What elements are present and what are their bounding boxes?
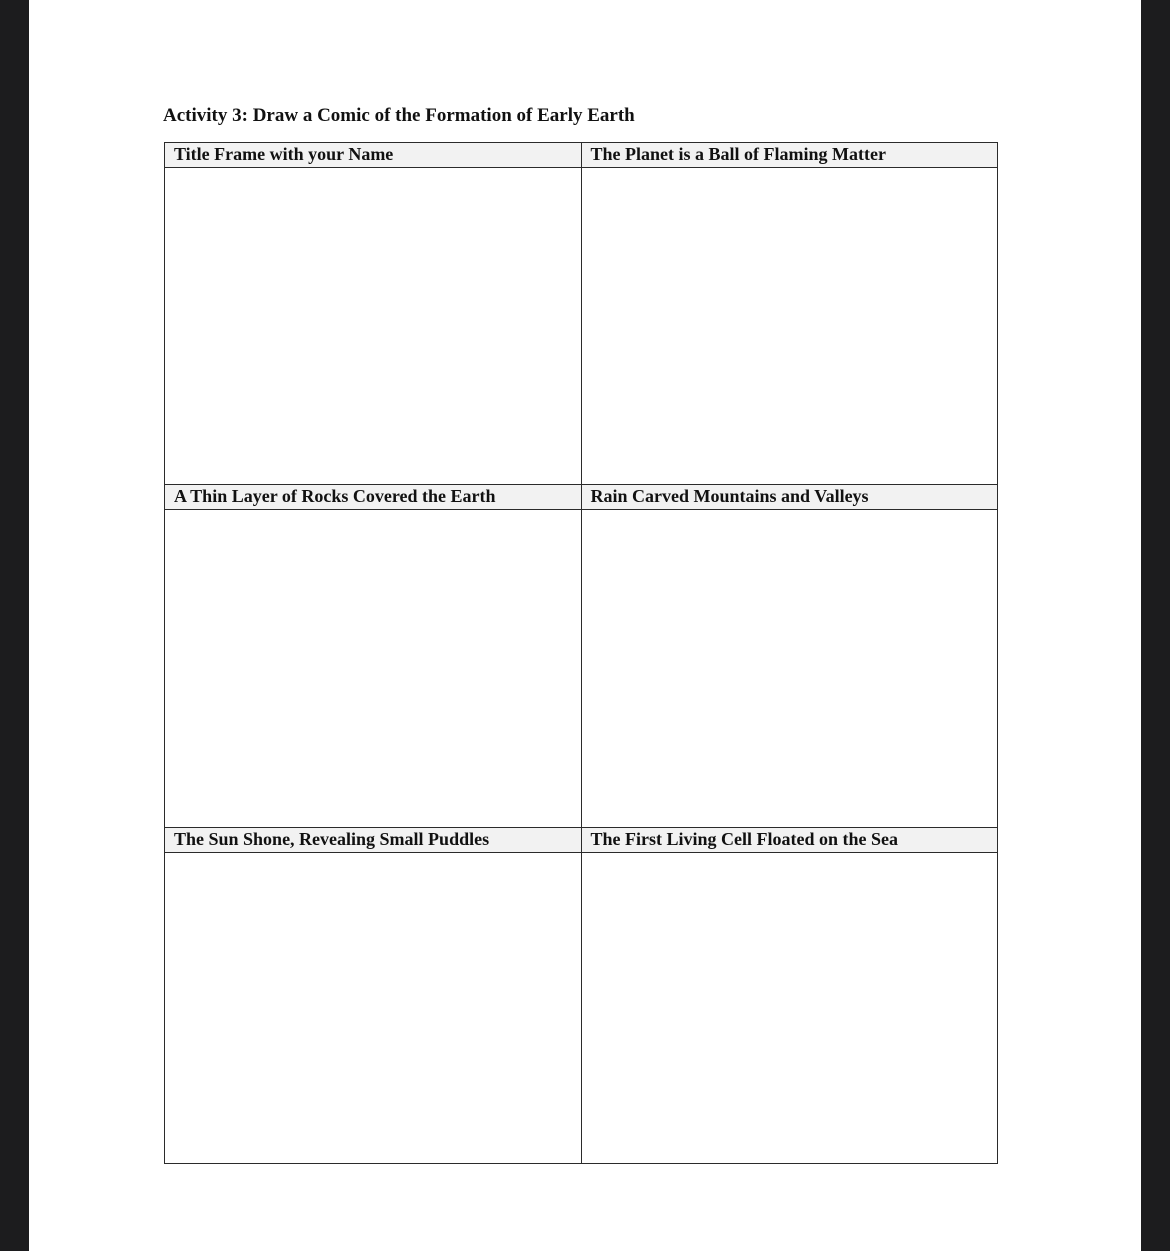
frame-label-rain-carved: Rain Carved Mountains and Valleys bbox=[581, 484, 998, 509]
frame-body-row bbox=[165, 853, 998, 1164]
frame-label-flaming-matter: The Planet is a Ball of Flaming Matter bbox=[581, 143, 998, 168]
frame-label-first-living-cell: The First Living Cell Floated on the Sea bbox=[581, 828, 998, 853]
drawing-area-title-frame[interactable] bbox=[165, 168, 582, 485]
drawing-area-sun-shone[interactable] bbox=[165, 853, 582, 1164]
drawing-area-thin-layer-rocks[interactable] bbox=[165, 509, 582, 828]
frame-header-row bbox=[165, 828, 998, 853]
frame-header-row bbox=[165, 484, 998, 509]
frame-label-title-frame: Title Frame with your Name bbox=[165, 143, 582, 168]
frame-label-sun-shone: The Sun Shone, Revealing Small Puddles bbox=[165, 828, 582, 853]
activity-title: Activity 3: Draw a Comic of the Formation of Early Earth bbox=[163, 105, 635, 126]
drawing-area-flaming-matter[interactable] bbox=[581, 168, 998, 485]
frame-body-row bbox=[165, 509, 998, 828]
document-page bbox=[29, 0, 1141, 1251]
drawing-area-first-living-cell[interactable] bbox=[581, 853, 998, 1164]
frame-header-row bbox=[165, 143, 998, 168]
frame-body-row bbox=[165, 168, 998, 485]
drawing-area-rain-carved[interactable] bbox=[581, 509, 998, 828]
comic-frames-table bbox=[164, 142, 998, 1164]
frame-label-thin-layer-rocks: A Thin Layer of Rocks Covered the Earth bbox=[165, 484, 582, 509]
